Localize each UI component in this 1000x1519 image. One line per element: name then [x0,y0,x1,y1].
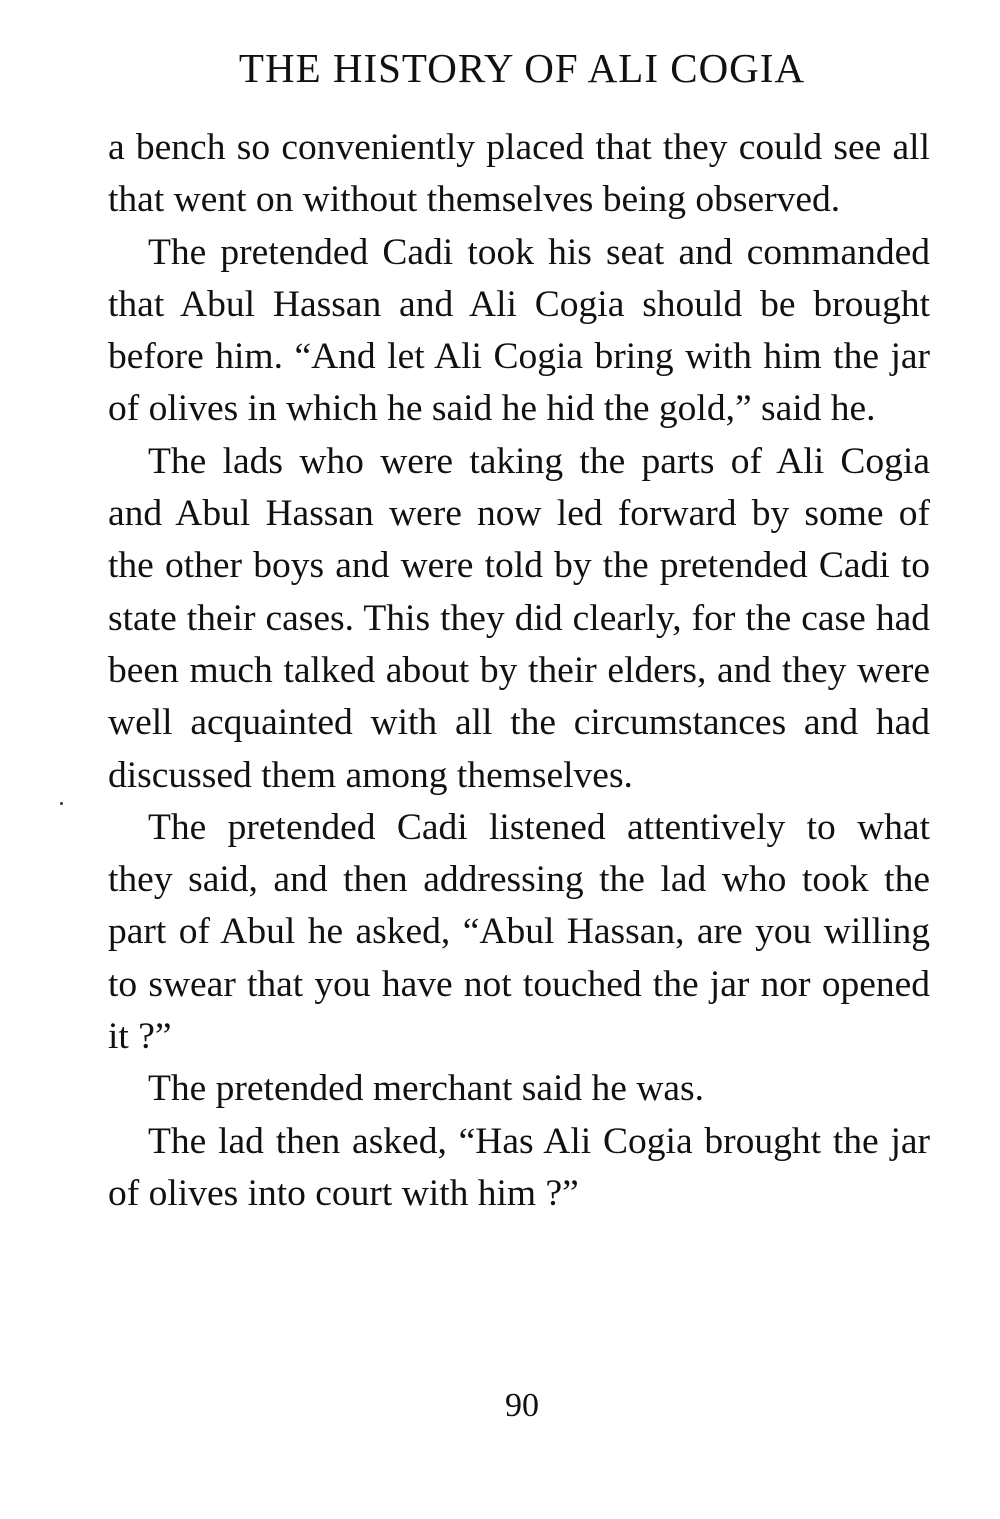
paragraph: The lads who were taking the parts of Ali Cogia and Abul Hassan were now led forward by some of the other boys and were told by the pretended Cadi to state their cases. This they did clearly, for the case had been much talked about by their elders, and they were well acquainted with all the circumstances and had discussed them among themselves. [108,440,930,796]
paragraph: The lad then asked, “Has Ali Cogia brought the jar of olives into court with him ?” [108,1120,930,1214]
paragraph-continuation: a bench so conveniently placed that they could see all that went on without themselves being observed. [108,127,930,221]
paragraph: The pretended merchant said he was. [148,1068,705,1110]
page-number: 90 [505,1387,539,1424]
running-head: THE HISTORY OF ALI COGIA [238,45,806,91]
paragraph: The pretended Cadi listened attentively to what they said, and then addressing the lad who took the part of Abul he asked, “Abul Hassan, are you willing to swear that you have not touched the jar nor opened it ?” [108,806,930,1058]
ink-speck [60,802,63,805]
body-text [108,122,930,1220]
paragraph: The pretended Cadi took his seat and commanded that Abul Hassan and Ali Cogia should be brought before him. “And let Ali Cogia bring with him the jar of olives in which he said he hid the gold,” said he. [108,231,930,430]
